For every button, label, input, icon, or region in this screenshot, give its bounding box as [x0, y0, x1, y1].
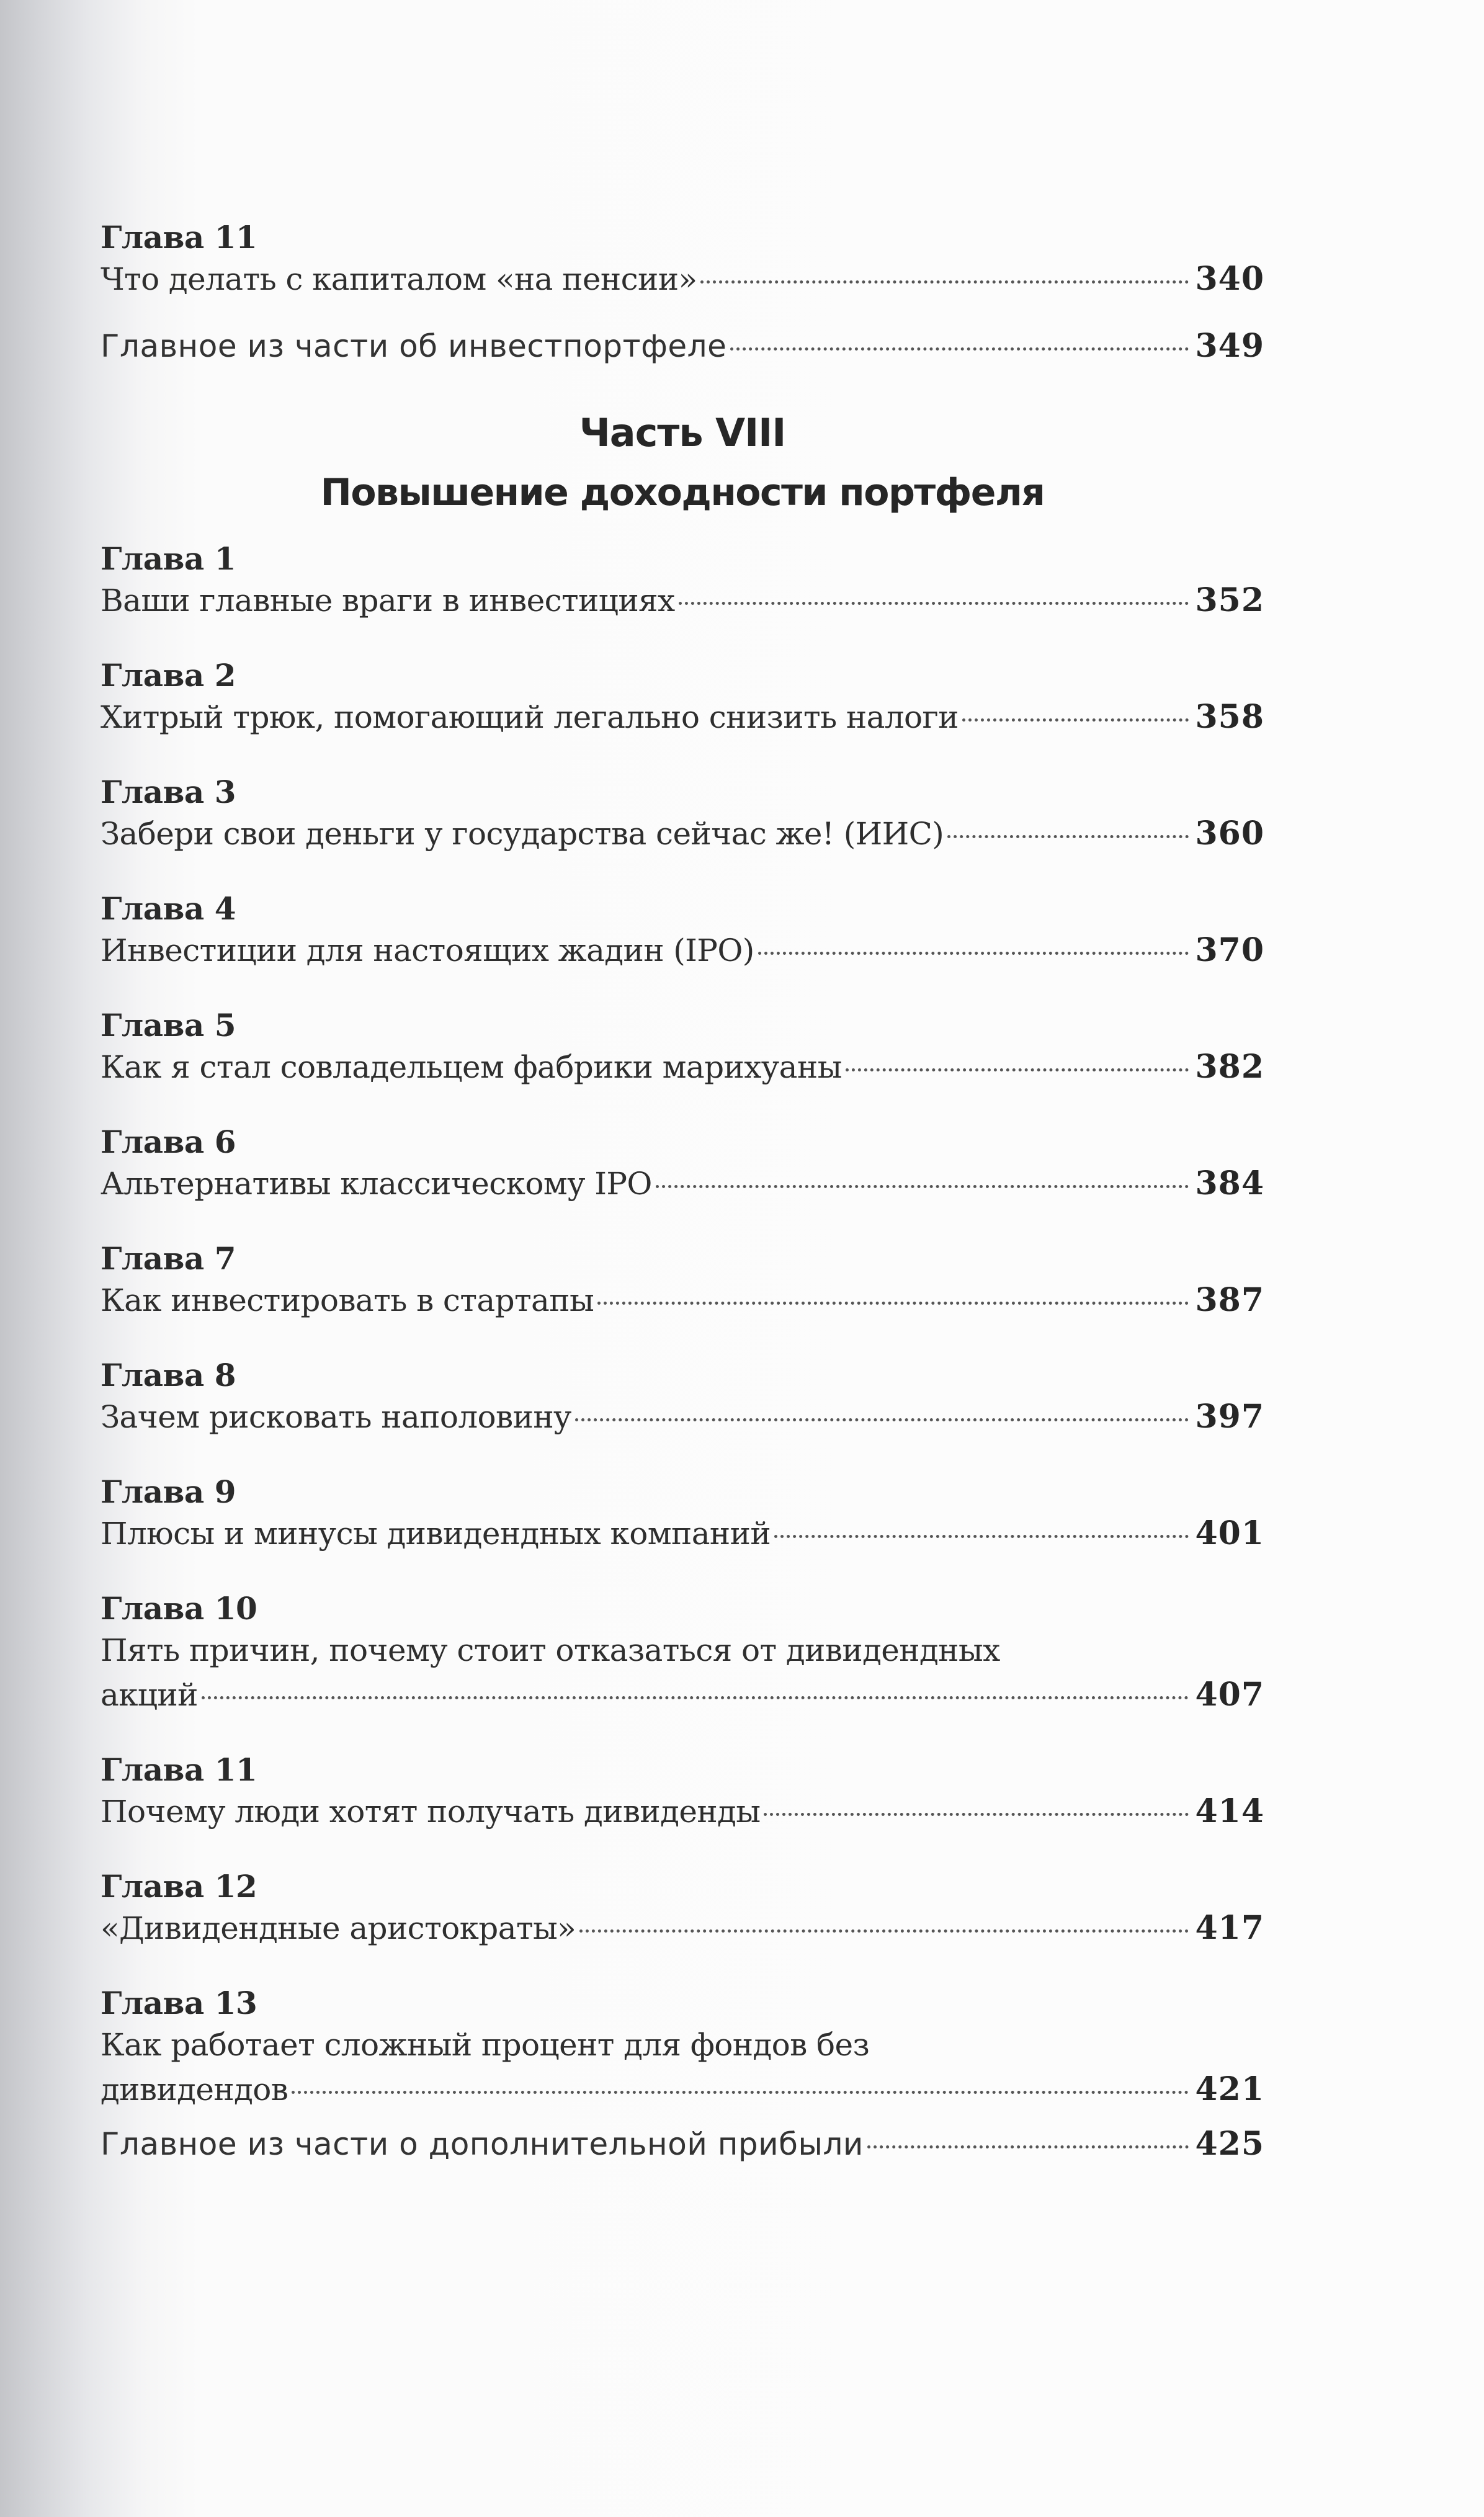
chapter-title: Плюсы и минусы дивидендных компаний: [101, 1516, 771, 1552]
page-number: 382: [1195, 1048, 1264, 1086]
dot-leader: [579, 1929, 1189, 1933]
dot-leader: [962, 718, 1189, 722]
chapter-title-row[interactable]: [101, 928, 1264, 973]
page-number: 397: [1195, 1398, 1264, 1436]
dot-leader: [947, 835, 1189, 838]
chapter-label: Глава 2: [101, 657, 236, 694]
toc-entry-chapter-8: [101, 1356, 1264, 1439]
dot-leader: [575, 1418, 1189, 1421]
chapter-title-row[interactable]: [101, 1161, 1264, 1206]
chapter-title: Инвестиции для настоящих жадин (IPO): [101, 932, 754, 968]
part-title: Повышение доходности портфеля: [320, 471, 1045, 514]
chapter-label: Глава 9: [101, 1473, 236, 1510]
chapter-title: Зачем рисковать наполовину: [101, 1399, 571, 1435]
chapter-title-line-1[interactable]: Пять причин, почему стоит отказаться от дивидендных: [101, 1632, 1000, 1668]
dot-leader: [730, 347, 1189, 351]
page-number: 352: [1195, 581, 1264, 619]
part-summary-entry-prev[interactable]: [101, 324, 1264, 369]
chapter-label: Глава 5: [101, 1007, 236, 1044]
page-number: 417: [1195, 1909, 1264, 1947]
chapter-title-row[interactable]: [101, 257, 1264, 302]
dot-leader: [597, 1302, 1189, 1305]
toc-entry-chapter-9: [101, 1473, 1264, 1556]
page-number: 421: [1195, 2070, 1264, 2108]
dot-leader: [700, 280, 1189, 284]
chapter-label: Глава 13: [101, 1985, 257, 2021]
chapter-title-row[interactable]: [101, 2067, 1264, 2112]
dot-leader: [758, 952, 1189, 955]
page-number: 425: [1195, 2125, 1264, 2163]
summary-title: Главное из части об инвестпортфеле: [101, 328, 727, 364]
chapter-title: Хитрый трюк, помогающий легально снизить налоги: [101, 699, 959, 735]
chapter-title: Ваши главные враги в инвестициях: [101, 583, 675, 619]
chapter-title-line-2: акций: [101, 1677, 198, 1713]
chapter-title-row[interactable]: [101, 1789, 1264, 1834]
toc-entry-chapter-10: [101, 1589, 1264, 1717]
dot-leader: [292, 2091, 1189, 2094]
toc-entry-chapter-5: [101, 1006, 1264, 1089]
toc-entry-chapter-4: [101, 890, 1264, 973]
table-of-contents: [101, 218, 1264, 2166]
chapter-label: Глава 8: [101, 1357, 236, 1393]
chapter-title-row[interactable]: [101, 578, 1264, 623]
dot-leader: [764, 1813, 1189, 1816]
chapter-title: Почему люди хотят получать дивиденды: [101, 1794, 761, 1830]
chapter-title-line-2: дивидендов: [101, 2072, 288, 2108]
chapter-label: Глава 7: [101, 1240, 236, 1277]
dot-leader: [774, 1535, 1189, 1538]
toc-entry-prev-chapter-11: [101, 218, 1264, 302]
part-heading: [101, 403, 1264, 522]
part-summary-entry[interactable]: [101, 2122, 1264, 2166]
chapter-list: [101, 540, 1264, 2166]
dot-leader: [679, 602, 1189, 605]
page-number: 387: [1195, 1281, 1264, 1319]
chapter-title-row[interactable]: [101, 811, 1264, 856]
chapter-title: Забери свои деньги у государства сейчас же! (ИИС): [101, 816, 944, 852]
page-number: 407: [1195, 1676, 1264, 1714]
chapter-label: Глава 12: [101, 1868, 257, 1905]
toc-entry-chapter-3: [101, 773, 1264, 856]
chapter-title-row[interactable]: [101, 1511, 1264, 1556]
chapter-title: Что делать с капиталом «на пенсии»: [101, 261, 697, 297]
page-number: 358: [1195, 698, 1264, 736]
chapter-title-row[interactable]: [101, 1278, 1264, 1323]
page-number: 360: [1195, 815, 1264, 852]
chapter-title: Как инвестировать в стартапы: [101, 1282, 594, 1318]
part-number: Часть VIII: [579, 410, 786, 455]
chapter-label: Глава 3: [101, 774, 236, 810]
chapter-label: Глава 4: [101, 890, 236, 927]
toc-entry-chapter-13: [101, 1984, 1264, 2112]
summary-title: Главное из части о дополнительной прибыли: [101, 2126, 864, 2162]
chapter-title: Как я стал совладельцем фабрики марихуаны: [101, 1049, 842, 1085]
chapter-label: Глава 1: [101, 540, 236, 577]
toc-entry-chapter-6: [101, 1123, 1264, 1206]
dot-leader: [656, 1185, 1189, 1188]
chapter-title-line-1[interactable]: Как работает сложный процент для фондов без: [101, 2027, 870, 2063]
dot-leader: [867, 2145, 1189, 2148]
chapter-title-row[interactable]: [101, 1906, 1264, 1951]
dot-leader: [846, 1068, 1189, 1071]
chapter-title-row[interactable]: [101, 1045, 1264, 1089]
toc-entry-chapter-12: [101, 1867, 1264, 1951]
chapter-title-row[interactable]: [101, 695, 1264, 740]
chapter-title-row[interactable]: [101, 1673, 1264, 1717]
chapter-title-row[interactable]: [101, 1395, 1264, 1439]
dot-leader: [202, 1696, 1189, 1699]
page-number: 414: [1195, 1792, 1264, 1830]
chapter-label: Глава 10: [101, 1590, 257, 1627]
page-number: 340: [1195, 260, 1264, 298]
toc-entry-chapter-2: [101, 656, 1264, 740]
chapter-title: Альтернативы классическому IPO: [101, 1166, 652, 1202]
toc-entry-chapter-11: [101, 1751, 1264, 1834]
chapter-label: Глава 6: [101, 1124, 236, 1160]
page-number: 384: [1195, 1165, 1264, 1202]
toc-entry-chapter-7: [101, 1240, 1264, 1323]
page-number: 401: [1195, 1514, 1264, 1552]
page-number: 349: [1195, 327, 1264, 365]
toc-entry-chapter-1: [101, 540, 1264, 623]
chapter-title: «Дивидендные аристократы»: [101, 1910, 576, 1946]
page-number: 370: [1195, 931, 1264, 969]
chapter-label: Глава 11: [101, 1751, 257, 1788]
chapter-label: Глава 11: [101, 219, 257, 256]
